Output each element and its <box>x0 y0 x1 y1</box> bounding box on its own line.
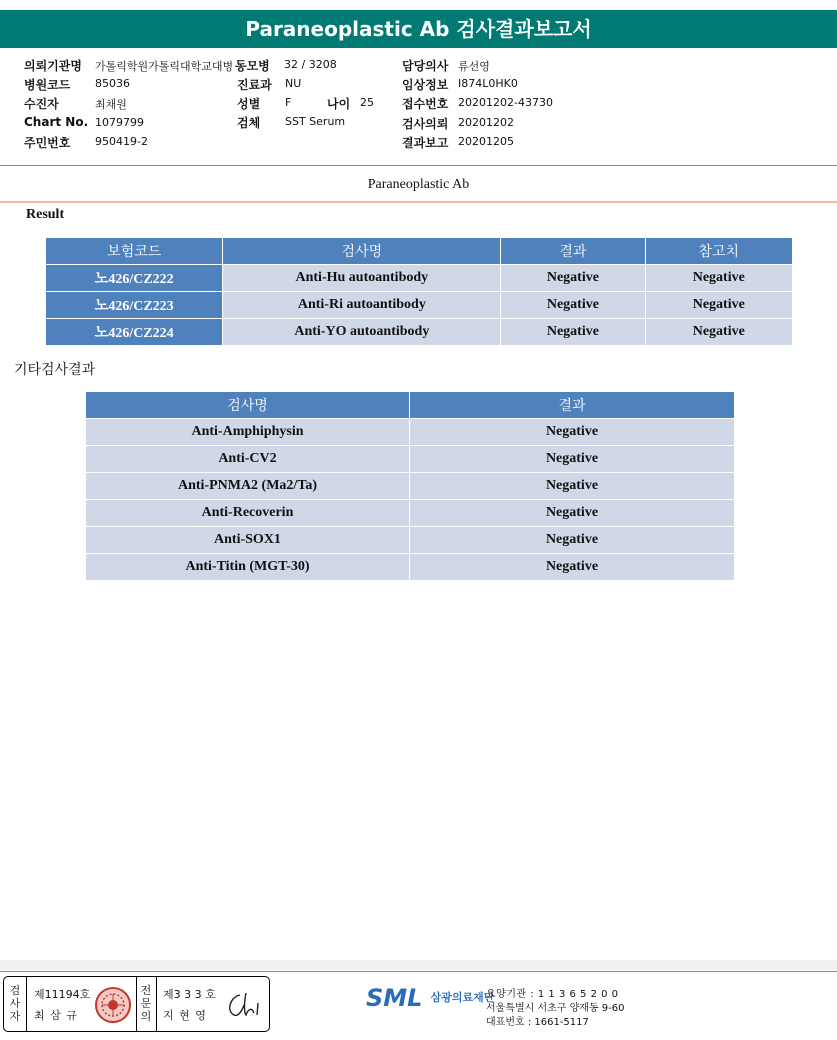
ward-value: 32 / 3208 <box>284 58 337 71</box>
specialist-name: 지 현 영 <box>163 1009 207 1022</box>
section-divider <box>0 171 837 203</box>
test-name-cell: Anti-Ri autoantibody <box>223 292 500 318</box>
logo-text: SML <box>366 984 423 1012</box>
result-cell: Negative <box>410 446 734 472</box>
test-name-cell: Anti-Recoverin <box>86 500 409 526</box>
table-row <box>86 473 734 499</box>
section-subtitle: Paraneoplastic Ab <box>367 177 470 192</box>
report-date-label: 결과보고 <box>402 136 449 150</box>
examiner-no: 제11194호 <box>34 988 91 1001</box>
test-name-cell: Anti-SOX1 <box>86 527 409 553</box>
insurance-code-cell: 노426/CZ224 <box>46 319 222 345</box>
result-table-header <box>46 238 792 264</box>
other-header-test: 검사명 <box>86 392 409 418</box>
result-cell: Negative <box>501 319 644 345</box>
table-row <box>86 527 734 553</box>
ward-label: 동모병 <box>235 59 270 73</box>
table-row <box>46 319 792 345</box>
table-row <box>86 419 734 445</box>
test-name-cell: Anti-YO autoantibody <box>223 319 500 345</box>
signature-box <box>3 976 270 1032</box>
result-header-test: 검사명 <box>223 238 500 264</box>
doctor-label: 담당의사 <box>402 59 449 73</box>
examiner-label: 검사자 <box>9 984 21 1023</box>
seal-stamp-icon <box>94 986 132 1024</box>
sign-divider <box>26 977 27 1031</box>
result-cell: Negative <box>410 554 734 580</box>
org-name: 삼광의료재단 <box>430 991 495 1004</box>
company-phone: 대표번호 : 1661-5117 <box>486 1017 589 1028</box>
signature-icon <box>224 989 264 1021</box>
patient-value: 최채원 <box>95 98 127 111</box>
result-header-code: 보험코드 <box>46 238 222 264</box>
specialist-label: 전문의 <box>140 984 152 1023</box>
institution-value: 가톨릭학원가톨릭대학교대병 <box>95 60 234 73</box>
result-cell: Negative <box>410 473 734 499</box>
result-cell: Negative <box>410 419 734 445</box>
other-table-header <box>86 392 734 418</box>
result-cell: Negative <box>501 265 644 291</box>
table-row <box>86 554 734 580</box>
test-name-cell: Anti-Titin (MGT-30) <box>86 554 409 580</box>
receipt-label: 접수번호 <box>402 97 449 111</box>
result-table <box>45 237 793 346</box>
receipt-value: 20201202-43730 <box>458 96 553 109</box>
examiner-name: 최 삼 규 <box>34 1009 78 1022</box>
clinical-value: I874L0HK0 <box>458 77 518 90</box>
footer-band <box>0 960 837 970</box>
result-header-ref: 참고치 <box>646 238 792 264</box>
request-value: 20201202 <box>458 116 514 129</box>
table-row <box>86 500 734 526</box>
result-cell: Negative <box>410 527 734 553</box>
reference-cell: Negative <box>646 292 792 318</box>
result-header-result: 결과 <box>501 238 644 264</box>
request-label: 검사의뢰 <box>402 117 449 131</box>
id-label: 주민번호 <box>24 136 71 150</box>
hospital-code-label: 병원코드 <box>24 78 71 92</box>
dept-label: 진료과 <box>237 78 272 92</box>
insurance-code-cell: 노426/CZ223 <box>46 292 222 318</box>
reference-cell: Negative <box>646 265 792 291</box>
test-name-cell: Anti-Amphiphysin <box>86 419 409 445</box>
doctor-value: 류선영 <box>458 60 490 73</box>
sex-value: F <box>285 96 292 109</box>
reference-cell: Negative <box>646 319 792 345</box>
other-table <box>85 391 735 581</box>
test-name-cell: Anti-PNMA2 (Ma2/Ta) <box>86 473 409 499</box>
test-name-cell: Anti-CV2 <box>86 446 409 472</box>
sign-divider <box>156 977 157 1031</box>
institution-number: 요양기관 : 1 1 3 6 5 2 0 0 <box>486 989 619 1000</box>
result-cell: Negative <box>410 500 734 526</box>
patient-info-panel <box>0 48 837 166</box>
table-row <box>86 446 734 472</box>
footer-divider <box>0 971 837 972</box>
company-address: 서울특별시 서초구 양재동 9-60 <box>486 1003 625 1014</box>
table-row <box>46 265 792 291</box>
insurance-code-cell: 노426/CZ222 <box>46 265 222 291</box>
dept-value: NU <box>285 77 302 90</box>
company-logo <box>366 984 495 1012</box>
specimen-label: 검체 <box>237 116 261 130</box>
table-row <box>46 292 792 318</box>
clinical-label: 임상정보 <box>402 78 449 92</box>
hospital-code-value: 85036 <box>95 77 130 90</box>
id-value: 950419-2 <box>95 135 148 148</box>
specimen-value: SST Serum <box>285 115 346 128</box>
chart-label: Chart No. <box>24 115 89 129</box>
sign-divider <box>136 977 137 1031</box>
report-title: Paraneoplastic Ab 검사결과보고서 <box>0 10 837 48</box>
other-header-result: 결과 <box>410 392 734 418</box>
report-footer <box>0 960 837 1040</box>
age-label: 나이 <box>327 97 351 111</box>
patient-label: 수진자 <box>24 97 59 111</box>
other-section-title: 기타검사결과 <box>14 362 96 378</box>
test-name-cell: Anti-Hu autoantibody <box>223 265 500 291</box>
institution-label: 의뢰기관명 <box>24 59 82 73</box>
report-date-value: 20201205 <box>458 135 514 148</box>
sex-label: 성별 <box>237 97 261 111</box>
result-cell: Negative <box>501 292 644 318</box>
specialist-no: 제3 3 3 호 <box>163 988 216 1001</box>
age-value: 25 <box>360 96 374 109</box>
result-section-title: Result <box>26 207 65 222</box>
chart-value: 1079799 <box>95 116 144 129</box>
